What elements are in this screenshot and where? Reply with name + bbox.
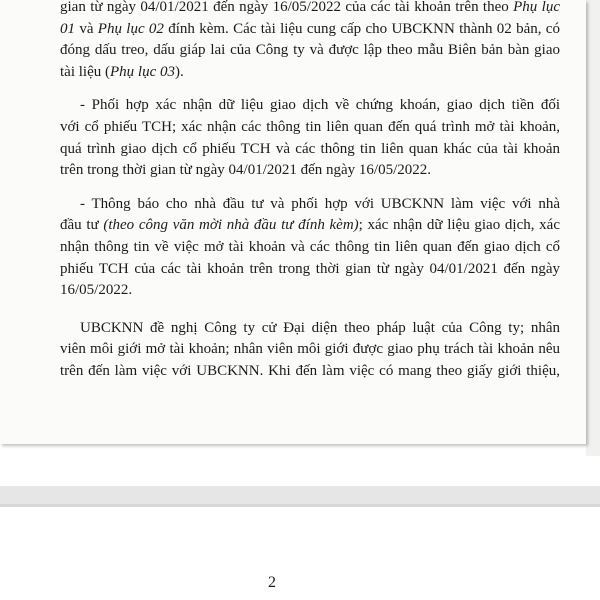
- text-run: viên môi giới mở tài khoản; nhân viên môi giới được giao phụ trách tài khoản nêu: [60, 341, 560, 358]
- text-run: ).: [174, 63, 184, 80]
- page-number: 2: [268, 574, 276, 591]
- text-run: phiếu TCH của các tài khoản trên trong thời gian từ ngày 04/01/2021 đến ngày: [60, 260, 560, 277]
- text-line: [60, 259, 560, 281]
- text-run: quá trình giao dịch cổ phiếu TCH và các thông tin liên quan khác của tài khoản: [60, 140, 560, 157]
- paragraph-3: [60, 194, 560, 302]
- document-body: [60, 0, 560, 383]
- text-line: [60, 139, 560, 161]
- paragraph-2: [60, 95, 560, 181]
- text-line: [60, 62, 560, 84]
- italic-text-run: Phụ lục 02: [97, 20, 164, 37]
- text-run: gian từ ngày 04/01/2021 đến ngày 16/05/2022 của các tài khoản trên theo: [60, 0, 514, 15]
- paragraph-1: [60, 0, 560, 83]
- italic-text-run: (theo công văn mời nhà đầu tư đính kèm): [103, 217, 359, 234]
- text-line: [60, 40, 560, 62]
- text-run: đóng dấu treo, dấu giáp lai của Công ty và được lập theo mẫu Biên bản bàn giao: [60, 42, 560, 59]
- text-run: UBCKNN đề nghị Công ty cử Đại diện theo pháp luật của Công ty; nhân: [80, 319, 560, 336]
- text-run: đính kèm. Các tài liệu cung cấp cho UBCKNN thành 02 bản, có: [163, 20, 560, 37]
- text-line: [60, 95, 560, 117]
- italic-text-run: Phụ lục 03: [109, 63, 175, 80]
- text-line: [60, 361, 560, 383]
- text-run: đầu tư: [60, 217, 104, 234]
- page-edge: [586, 0, 600, 456]
- text-run: nhận thông tin về việc mở tài khoản và các thông tin liên quan đến giao dịch cổ: [60, 238, 560, 255]
- text-line: [60, 237, 560, 259]
- text-line: [60, 318, 560, 340]
- text-run: với cổ phiếu TCH; xác nhận các thông tin liên quan đến quá trình mở tài khoản,: [60, 118, 560, 135]
- text-line: [60, 0, 560, 19]
- text-run: - Thông báo cho nhà đầu tư và phối hợp với UBCKNN làm việc với nhà: [80, 195, 560, 212]
- text-line: [60, 215, 560, 237]
- text-run: - Phối hợp xác nhận dữ liệu giao dịch về chứng khoán, giao dịch tiền đối: [80, 97, 560, 114]
- text-run: và: [75, 20, 98, 37]
- text-line: [60, 194, 560, 216]
- text-run: ; xác nhận dữ liệu giao dịch, xác: [358, 217, 560, 234]
- page-separator: [0, 486, 600, 504]
- text-line: [60, 160, 560, 182]
- text-line: [60, 339, 560, 361]
- page-separator-shadow: [0, 504, 600, 507]
- italic-text-run: 01: [60, 20, 75, 37]
- text-line: [60, 19, 560, 41]
- text-run: trên đến làm việc với UBCKNN. Khi đến làm việc có mang theo giấy giới thiệu,: [60, 362, 560, 379]
- text-run: tài liệu (: [60, 63, 110, 80]
- paragraph-4: [60, 318, 560, 383]
- text-line: [60, 117, 560, 139]
- text-run: trên trong thời gian từ ngày 04/01/2021 đến ngày 16/05/2022.: [60, 162, 432, 179]
- text-line: [60, 280, 560, 302]
- text-run: 16/05/2022.: [60, 282, 133, 299]
- italic-text-run: Phụ lục: [513, 0, 560, 15]
